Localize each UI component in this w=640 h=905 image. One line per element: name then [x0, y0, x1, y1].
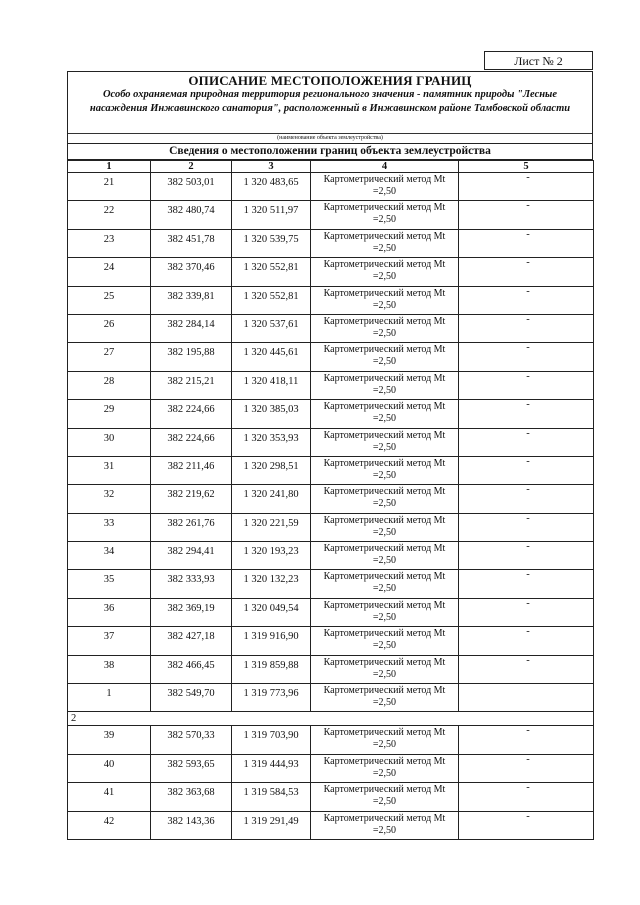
cell-text: -	[526, 228, 530, 240]
cell-text: 1 320 298,51	[243, 460, 299, 472]
cell-text: 33	[103, 517, 115, 529]
table-row	[68, 201, 594, 229]
cell-text: 1 320 483,65	[243, 177, 299, 188]
table-cell	[311, 229, 459, 257]
table-cell	[459, 258, 594, 286]
table-cell	[151, 258, 232, 286]
column-header: 1	[68, 161, 151, 173]
cell-text: -	[526, 342, 530, 354]
table-cell	[151, 400, 232, 428]
cell-text: -	[526, 285, 530, 297]
table-cell	[311, 811, 459, 839]
table-cell	[68, 783, 151, 811]
cell-text: -	[526, 626, 530, 638]
table-cell	[459, 684, 594, 712]
table-cell	[311, 570, 459, 598]
table-cell	[459, 229, 594, 257]
table-row	[68, 684, 594, 712]
cell-text: 1 320 445,61	[243, 347, 299, 359]
table-row	[68, 570, 594, 598]
table-cell	[232, 811, 311, 839]
document-title: ОПИСАНИЕ МЕСТОПОЛОЖЕНИЯ ГРАНИЦ	[188, 73, 472, 88]
cell-text: Картометрический метод Mt =2,50	[323, 727, 446, 751]
column-header: 4	[311, 161, 459, 173]
table-cell	[311, 201, 459, 229]
table-row	[68, 811, 594, 839]
table-cell	[68, 542, 151, 570]
cell-text: -	[526, 597, 530, 609]
column-header: 5	[459, 161, 594, 173]
table-row	[68, 343, 594, 371]
table-cell	[232, 570, 311, 598]
cell-text: Картометрический метод Mt =2,50	[323, 174, 446, 197]
cell-text: 1 320 385,03	[243, 404, 299, 416]
cell-text: 1 319 916,90	[243, 631, 299, 643]
table-cell	[232, 343, 311, 371]
cell-text: 39	[103, 730, 115, 742]
table-cell	[459, 783, 594, 811]
table-cell	[311, 286, 459, 314]
table-cell	[68, 684, 151, 712]
table-cell	[311, 314, 459, 342]
table-row	[68, 371, 594, 399]
cell-text: 41	[103, 787, 115, 799]
table-cell	[232, 627, 311, 655]
table-cell	[68, 314, 151, 342]
table-cell	[232, 513, 311, 541]
cell-text: 382 143,36	[167, 815, 215, 827]
document-header	[67, 71, 593, 144]
cell-text: Картометрический метод Mt =2,50	[323, 372, 446, 396]
table-cell	[232, 456, 311, 484]
cell-text: Картометрический метод Mt =2,50	[323, 259, 446, 283]
subtitle-caption: (наименование объекта землеустройства)	[68, 133, 592, 142]
cell-text: Картометрический метод Mt =2,50	[323, 599, 446, 623]
cell-text: Картометрический метод Mt =2,50	[323, 685, 446, 709]
table-cell	[232, 314, 311, 342]
table-cell	[459, 542, 594, 570]
table-cell	[459, 485, 594, 513]
table-cell	[311, 655, 459, 683]
cell-text: 1 320 353,93	[243, 432, 299, 444]
table-cell	[68, 456, 151, 484]
table-cell	[459, 371, 594, 399]
table-cell	[311, 627, 459, 655]
cell-text: 382 363,68	[167, 787, 215, 799]
cell-text: 382 339,81	[167, 290, 215, 302]
table-cell	[459, 428, 594, 456]
coordinates-table	[67, 160, 594, 840]
cell-text: 27	[103, 347, 115, 359]
table-cell	[68, 627, 151, 655]
cell-text: 1 319 773,96	[243, 688, 299, 700]
table-cell	[232, 542, 311, 570]
cell-text: 1 320 221,59	[243, 517, 299, 529]
cell-text: Картометрический метод Mt =2,50	[323, 755, 446, 779]
table-cell	[311, 485, 459, 513]
table-cell	[311, 258, 459, 286]
cell-text: -	[526, 654, 530, 666]
cell-text: 1 320 552,81	[243, 262, 299, 274]
cell-text: 36	[103, 602, 115, 614]
cell-text: 382 480,74	[167, 205, 215, 217]
cell-text: Картометрический метод Mt =2,50	[323, 628, 446, 652]
table-row	[68, 513, 594, 541]
table-cell	[232, 726, 311, 754]
table-cell	[459, 627, 594, 655]
contour-separator-row	[68, 712, 594, 726]
cell-text: 382 219,62	[167, 489, 215, 501]
table-cell	[151, 684, 232, 712]
cell-text: 37	[103, 631, 115, 643]
table-cell	[151, 783, 232, 811]
table-cell	[151, 542, 232, 570]
table-cell	[459, 598, 594, 626]
cell-text: Картометрический метод Mt =2,50	[323, 230, 446, 254]
table-row	[68, 598, 594, 626]
table-cell	[459, 513, 594, 541]
table-cell	[151, 371, 232, 399]
cell-text: -	[526, 370, 530, 382]
cell-text: 382 261,76	[167, 517, 215, 529]
cell-text: -	[526, 782, 530, 794]
cell-text: Картометрический метод Mt =2,50	[323, 571, 446, 595]
table-cell	[151, 229, 232, 257]
table-cell	[459, 754, 594, 782]
table-cell	[459, 456, 594, 484]
table-cell	[232, 655, 311, 683]
table-row	[68, 783, 594, 811]
table-row	[68, 485, 594, 513]
cell-text: 40	[103, 758, 115, 770]
cell-text: 382 211,46	[167, 460, 215, 472]
cell-text: -	[526, 569, 530, 581]
table-cell	[232, 783, 311, 811]
table-row	[68, 726, 594, 754]
table-cell	[311, 783, 459, 811]
cell-text: 1 319 703,90	[243, 730, 299, 742]
table-cell	[232, 286, 311, 314]
cell-text: 1 319 444,93	[243, 758, 299, 770]
table-cell	[151, 286, 232, 314]
column-header: 2	[151, 161, 232, 173]
document-subtitle: Особо охраняемая природная территория регионального значения - памятник природы "Лесные насаждения Инжавинского санатория", расположенный в Инжавинском районе Тамбовской области	[89, 89, 571, 114]
cell-text: 382 215,21	[167, 375, 215, 387]
table-cell	[151, 570, 232, 598]
cell-text: -	[526, 541, 530, 553]
table-cell	[459, 286, 594, 314]
cell-text: 382 427,18	[167, 631, 215, 643]
table-cell	[311, 726, 459, 754]
section-title: Сведения о местоположении границ объекта землеустройства	[67, 144, 593, 160]
table-cell	[68, 570, 151, 598]
cell-text: 38	[103, 659, 115, 671]
table-cell	[151, 655, 232, 683]
table-cell	[459, 726, 594, 754]
cell-text: 25	[103, 290, 115, 302]
table-cell	[151, 485, 232, 513]
table-body	[68, 173, 594, 840]
cell-text: Картометрический метод Mt =2,50	[323, 656, 446, 680]
table-cell	[68, 428, 151, 456]
table-cell	[68, 513, 151, 541]
table-row	[68, 627, 594, 655]
cell-text: 29	[103, 404, 115, 416]
table-row	[68, 400, 594, 428]
cell-text: 1 320 552,81	[243, 290, 299, 302]
table-row	[68, 542, 594, 570]
table-cell	[459, 655, 594, 683]
cell-text: 23	[103, 233, 115, 245]
table-cell	[232, 485, 311, 513]
cell-text: Картометрический метод Mt =2,50	[323, 315, 446, 339]
table-cell	[151, 726, 232, 754]
cell-text: Картометрический метод Mt =2,50	[323, 287, 446, 311]
cell-text: -	[526, 427, 530, 439]
table-cell	[68, 726, 151, 754]
table-cell	[311, 343, 459, 371]
cell-text: 382 294,41	[167, 546, 215, 558]
column-header: 3	[232, 161, 311, 173]
table-cell	[311, 428, 459, 456]
cell-text: -	[526, 725, 530, 737]
table-cell	[232, 400, 311, 428]
cell-text: 28	[103, 375, 115, 387]
table-cell	[232, 229, 311, 257]
table-cell	[311, 598, 459, 626]
table-row	[68, 754, 594, 782]
cell-text: -	[526, 200, 530, 212]
table-cell	[68, 343, 151, 371]
cell-text: -	[526, 753, 530, 765]
table-cell	[151, 456, 232, 484]
table-cell	[151, 754, 232, 782]
cell-text: 1 319 859,88	[243, 659, 299, 671]
cell-text: 1 320 537,61	[243, 318, 299, 330]
table-cell	[151, 513, 232, 541]
cell-text: 22	[103, 205, 115, 217]
table-cell	[232, 173, 311, 201]
table-row	[68, 655, 594, 683]
cell-text: Картометрический метод Mt =2,50	[323, 344, 446, 368]
cell-text: Картометрический метод Mt =2,50	[323, 514, 446, 538]
cell-text: 382 333,93	[167, 574, 215, 586]
table-cell	[232, 201, 311, 229]
cell-text: Картометрический метод Mt =2,50	[323, 457, 446, 481]
cell-text: Картометрический метод Mt =2,50	[323, 401, 446, 425]
cell-text: 382 369,19	[167, 602, 215, 614]
cell-text: Картометрический метод Mt =2,50	[323, 202, 446, 226]
table-cell	[459, 811, 594, 839]
table-cell	[68, 173, 151, 201]
table-cell	[68, 811, 151, 839]
table-cell	[151, 598, 232, 626]
cell-text: -	[526, 512, 530, 524]
cell-text: 1 320 193,23	[243, 546, 299, 558]
cell-text: 382 370,46	[167, 262, 215, 274]
table-cell	[232, 598, 311, 626]
cell-text: 382 224,66	[167, 432, 215, 444]
cell-text: -	[526, 484, 530, 496]
cell-text: 382 224,66	[167, 404, 215, 416]
table-cell	[311, 542, 459, 570]
table-row	[68, 428, 594, 456]
cell-text: 382 466,45	[167, 659, 215, 671]
cell-text: Картометрический метод Mt =2,50	[323, 429, 446, 453]
table-cell	[232, 754, 311, 782]
table-cell	[68, 754, 151, 782]
table-cell	[232, 258, 311, 286]
table-cell	[151, 627, 232, 655]
table-cell	[151, 428, 232, 456]
table-cell	[151, 811, 232, 839]
cell-text: 1 320 418,11	[243, 375, 299, 387]
table-cell	[311, 371, 459, 399]
table-cell	[459, 314, 594, 342]
table-cell	[68, 400, 151, 428]
table-cell	[151, 201, 232, 229]
table-cell	[68, 485, 151, 513]
cell-text: 35	[103, 574, 115, 586]
cell-text: 30	[103, 432, 115, 444]
cell-text: 42	[103, 815, 115, 827]
table-cell	[68, 201, 151, 229]
table-cell	[68, 286, 151, 314]
cell-text: 382 570,33	[167, 730, 215, 742]
table-cell	[459, 400, 594, 428]
cell-text: Картометрический метод Mt =2,50	[323, 812, 446, 836]
table-cell	[459, 570, 594, 598]
table-cell	[151, 343, 232, 371]
cell-text: 1	[106, 688, 112, 700]
table-cell	[232, 428, 311, 456]
table-cell	[311, 754, 459, 782]
table-cell	[311, 400, 459, 428]
table-row	[68, 314, 594, 342]
cell-text: -	[526, 810, 530, 822]
cell-text: 1 320 132,23	[243, 574, 299, 586]
cell-text: 1 319 291,49	[243, 815, 299, 827]
table-cell	[68, 258, 151, 286]
table-row	[68, 258, 594, 286]
cell-text: -	[526, 257, 530, 269]
table-row	[68, 286, 594, 314]
cell-text: 382 451,78	[167, 233, 215, 245]
table-cell	[311, 456, 459, 484]
table-row	[68, 173, 594, 201]
cell-text: Картометрический метод Mt =2,50	[323, 784, 446, 808]
table-cell	[232, 684, 311, 712]
cell-text: 1 319 584,53	[243, 787, 299, 799]
cell-text: 32	[103, 489, 115, 501]
cell-text: 31	[103, 460, 115, 472]
cell-text: 24	[103, 262, 115, 274]
cell-text: 21	[103, 177, 115, 188]
cell-text: -	[526, 455, 530, 467]
table-cell	[459, 343, 594, 371]
cell-text: 1 320 049,54	[243, 602, 299, 614]
table-cell	[311, 173, 459, 201]
cell-text: 382 503,01	[167, 177, 215, 188]
cell-text: -	[526, 399, 530, 411]
cell-text: 1 320 511,97	[243, 205, 299, 217]
contour-label: 2	[68, 712, 594, 726]
cell-text: -	[526, 313, 530, 325]
table-cell	[459, 201, 594, 229]
cell-text: Картометрический метод Mt =2,50	[323, 486, 446, 510]
table-cell	[151, 173, 232, 201]
table-cell	[68, 229, 151, 257]
cell-text: 34	[103, 546, 115, 558]
cell-text: 1 320 241,80	[243, 489, 299, 501]
cell-text: 382 593,65	[167, 758, 215, 770]
table-cell	[68, 371, 151, 399]
table-header-row	[68, 161, 594, 173]
table-cell	[232, 371, 311, 399]
table-cell	[151, 314, 232, 342]
sheet-number-label: Лист № 2	[484, 51, 593, 70]
table-cell	[68, 655, 151, 683]
table-cell	[311, 513, 459, 541]
cell-text: 26	[103, 318, 115, 330]
cell-text: 382 284,14	[167, 318, 215, 330]
cell-text: -	[526, 172, 530, 183]
cell-text: 382 549,70	[167, 688, 215, 700]
cell-text: 382 195,88	[167, 347, 215, 359]
table-cell	[311, 684, 459, 712]
cell-text: Картометрический метод Mt =2,50	[323, 543, 446, 567]
table-row	[68, 229, 594, 257]
cell-text: 1 320 539,75	[243, 233, 299, 245]
table-cell	[459, 173, 594, 201]
table-row	[68, 456, 594, 484]
table-cell	[68, 598, 151, 626]
